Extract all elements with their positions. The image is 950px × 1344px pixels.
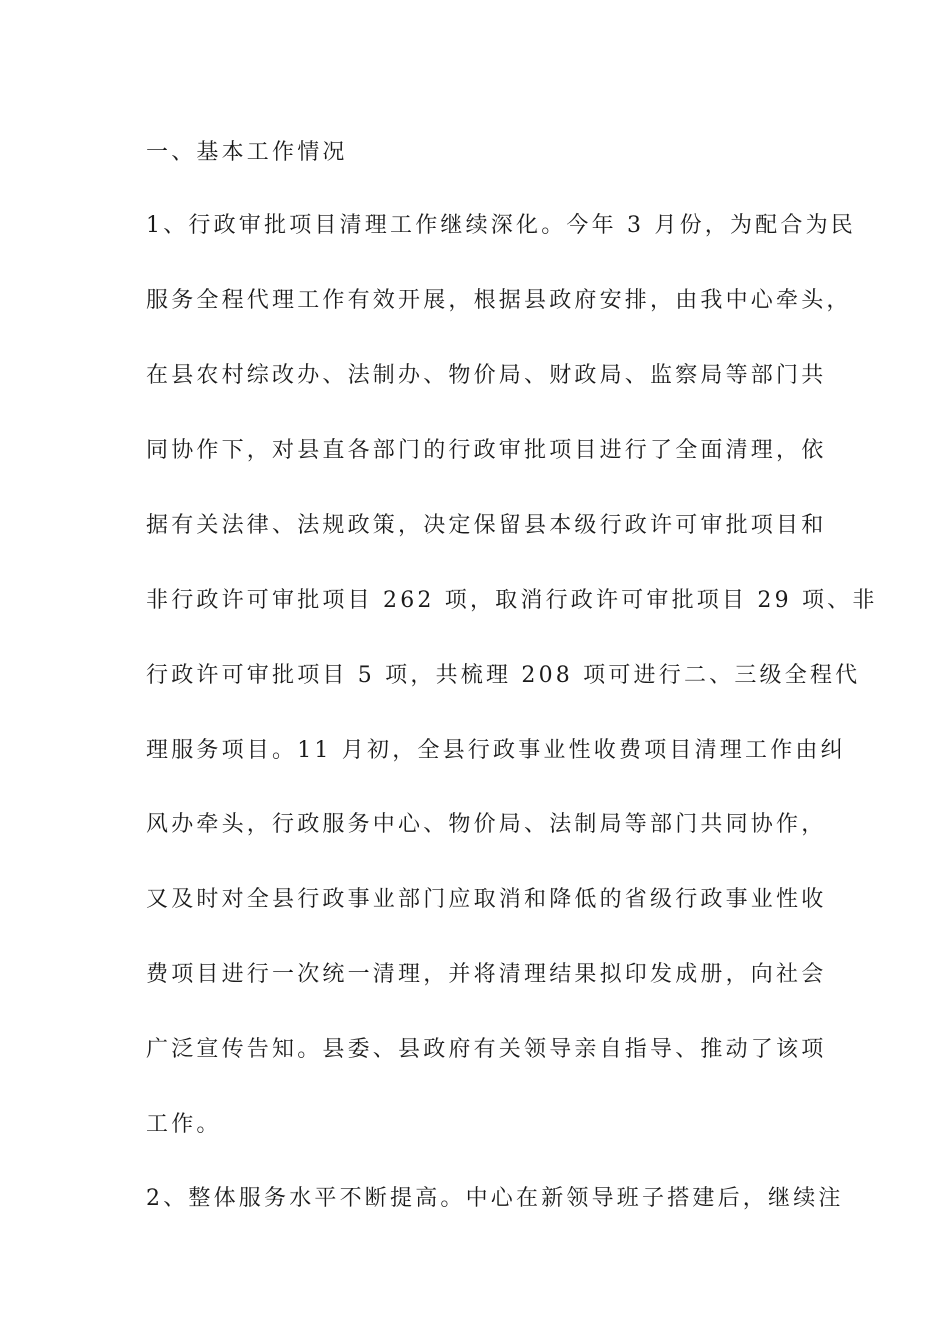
paragraph-line: 工作。 [146, 1112, 222, 1137]
paragraph-line: 在县农村综改办、法制办、物价局、财政局、监察局等部门共 [146, 363, 827, 388]
paragraph-line: 据有关法律、法规政策，决定保留县本级行政许可审批项目和 [146, 513, 827, 538]
paragraph-line: 理服务项目。11 月初，全县行政事业性收费项目清理工作由纠 [146, 738, 846, 763]
paragraph-line: 又及时对全县行政事业部门应取消和降低的省级行政事业性收 [146, 887, 827, 912]
paragraph-line: 广泛宣传告知。县委、县政府有关领导亲自指导、推动了该项 [146, 1037, 827, 1062]
paragraph-line: 行政许可审批项目 5 项，共梳理 208 项可进行二、三级全程代 [146, 663, 861, 688]
paragraph-line: 非行政许可审批项目 262 项，取消行政许可审批项目 29 项、非 [146, 588, 878, 613]
paragraph-line: 费项目进行一次统一清理，并将清理结果拟印发成册，向社会 [146, 962, 827, 987]
paragraph-line: 1、行政审批项目清理工作继续深化。今年 3 月份，为配合为民 [146, 213, 856, 238]
paragraph-line: 服务全程代理工作有效开展，根据县政府安排，由我中心牵头， [146, 288, 852, 313]
paragraph-line: 风办牵头，行政服务中心、物价局、法制局等部门共同协作， [146, 812, 827, 837]
section-heading: 一、基本工作情况 [146, 140, 348, 165]
paragraph-line: 2、整体服务水平不断提高。中心在新领导班子搭建后，继续注 [146, 1186, 844, 1211]
paragraph-line: 同协作下，对县直各部门的行政审批项目进行了全面清理，依 [146, 438, 827, 463]
